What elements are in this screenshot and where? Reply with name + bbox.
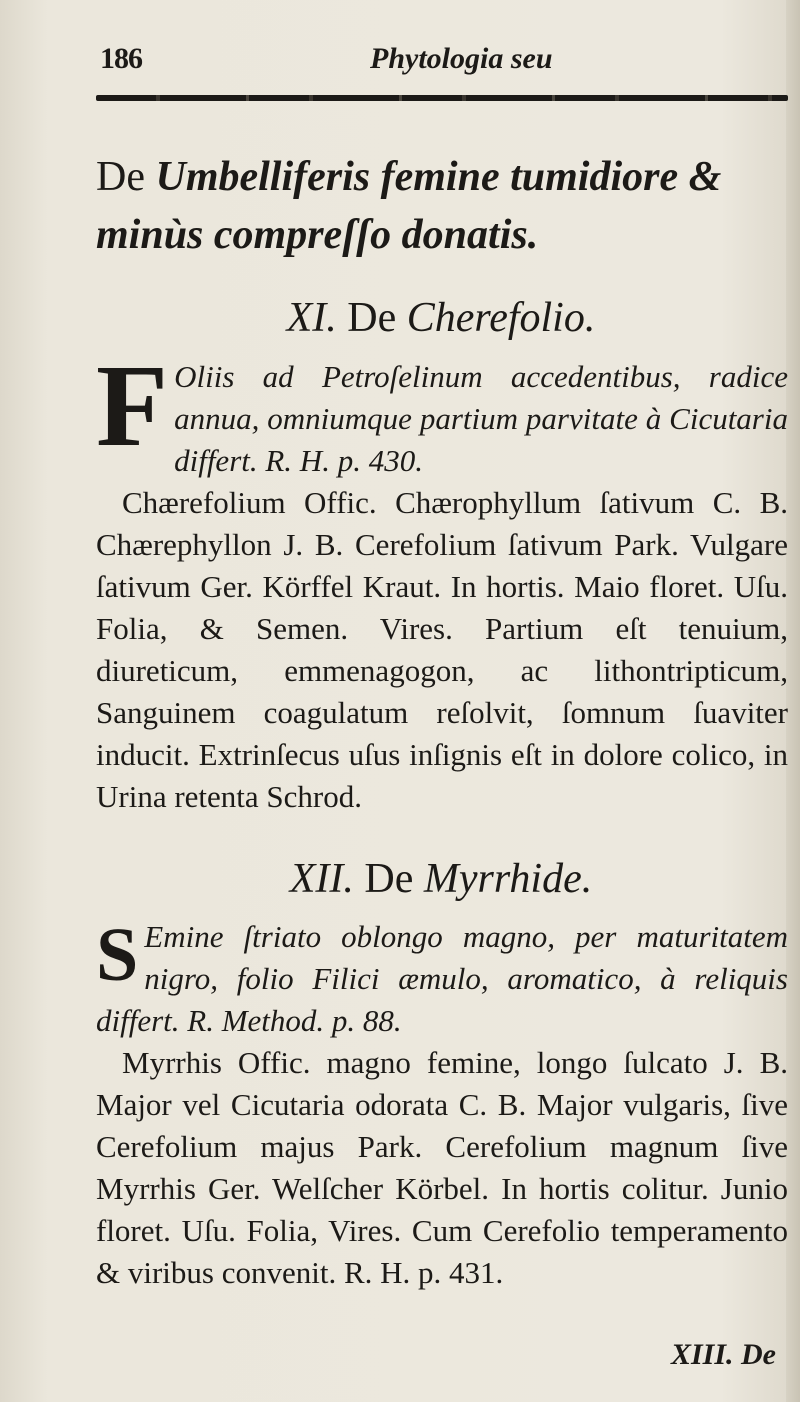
chapter-title <box>96 148 786 264</box>
section-name: Cherefolio. <box>406 295 596 341</box>
section-xi-text <box>96 340 788 818</box>
section-number: XII. <box>289 856 354 902</box>
section-xi-definition <box>96 340 788 482</box>
section-heading-xi <box>96 294 786 342</box>
page-number: 186 <box>100 42 142 75</box>
section-xii-text <box>96 913 788 1294</box>
chapter-title-text: Umbelliferis femine tumidiore & minùs compreſſo donatis. <box>96 154 722 258</box>
section-de: De <box>364 856 414 902</box>
chapter-title-de: De <box>96 154 145 200</box>
running-head <box>100 42 790 82</box>
section-heading-xii <box>96 855 786 903</box>
catchword: XIII. De <box>670 1338 776 1371</box>
section-de: De <box>347 295 397 341</box>
section-name: Myrrhide. <box>423 856 593 902</box>
drop-cap: S <box>96 913 139 997</box>
header-rule <box>96 95 788 101</box>
definition-text: Emine ſtriato oblongo magno, per maturitatem nigro, folio Filici æmulo, aromatico, à reliquis differt. R. Method. p. 88. <box>96 919 788 1038</box>
definition-text: Oliis ad Petroſelinum accedentibus, radice annua, omniumque partium parvitate à Cicutaria differt. R. H. p. 430. <box>174 359 788 478</box>
section-xi-body: Chærefolium Offic. Chærophyllum ſativum C. B. Chærephyllon J. B. Cerefolium ſativum Park. Vulgare ſativum Ger. Körffel Kraut. In hortis. Maio floret. Uſu. Folia, & Semen. Vires. Partium eſt tenuium, diureticum, emmenagogon, ac lithontripticum, Sanguinem coagulatum reſolvit, ſomnum ſuaviter inducit. Extrinſecus uſus inſignis eſt in dolore colico, in Urina retenta Schrod. <box>96 485 788 814</box>
section-xii-body: Myrrhis Offic. magno femine, longo ſulcato J. B. Major vel Cicutaria odorata C. B. Major vulgaris, ſive Cerefolium majus Park. Cerefolium magnum ſive Myrrhis Ger. Welſcher Körbel. In hortis colitur. Junio floret. Uſu. Folia, Vires. Cum Cerefolio temperamento & viribus convenit. R. H. p. 431. <box>96 1045 788 1290</box>
page-gutter-shadow <box>786 0 800 1402</box>
section-number: XI. <box>286 295 337 341</box>
section-xii-definition <box>96 913 788 1042</box>
running-title: Phytologia seu <box>370 42 553 75</box>
drop-cap: F <box>96 340 169 471</box>
